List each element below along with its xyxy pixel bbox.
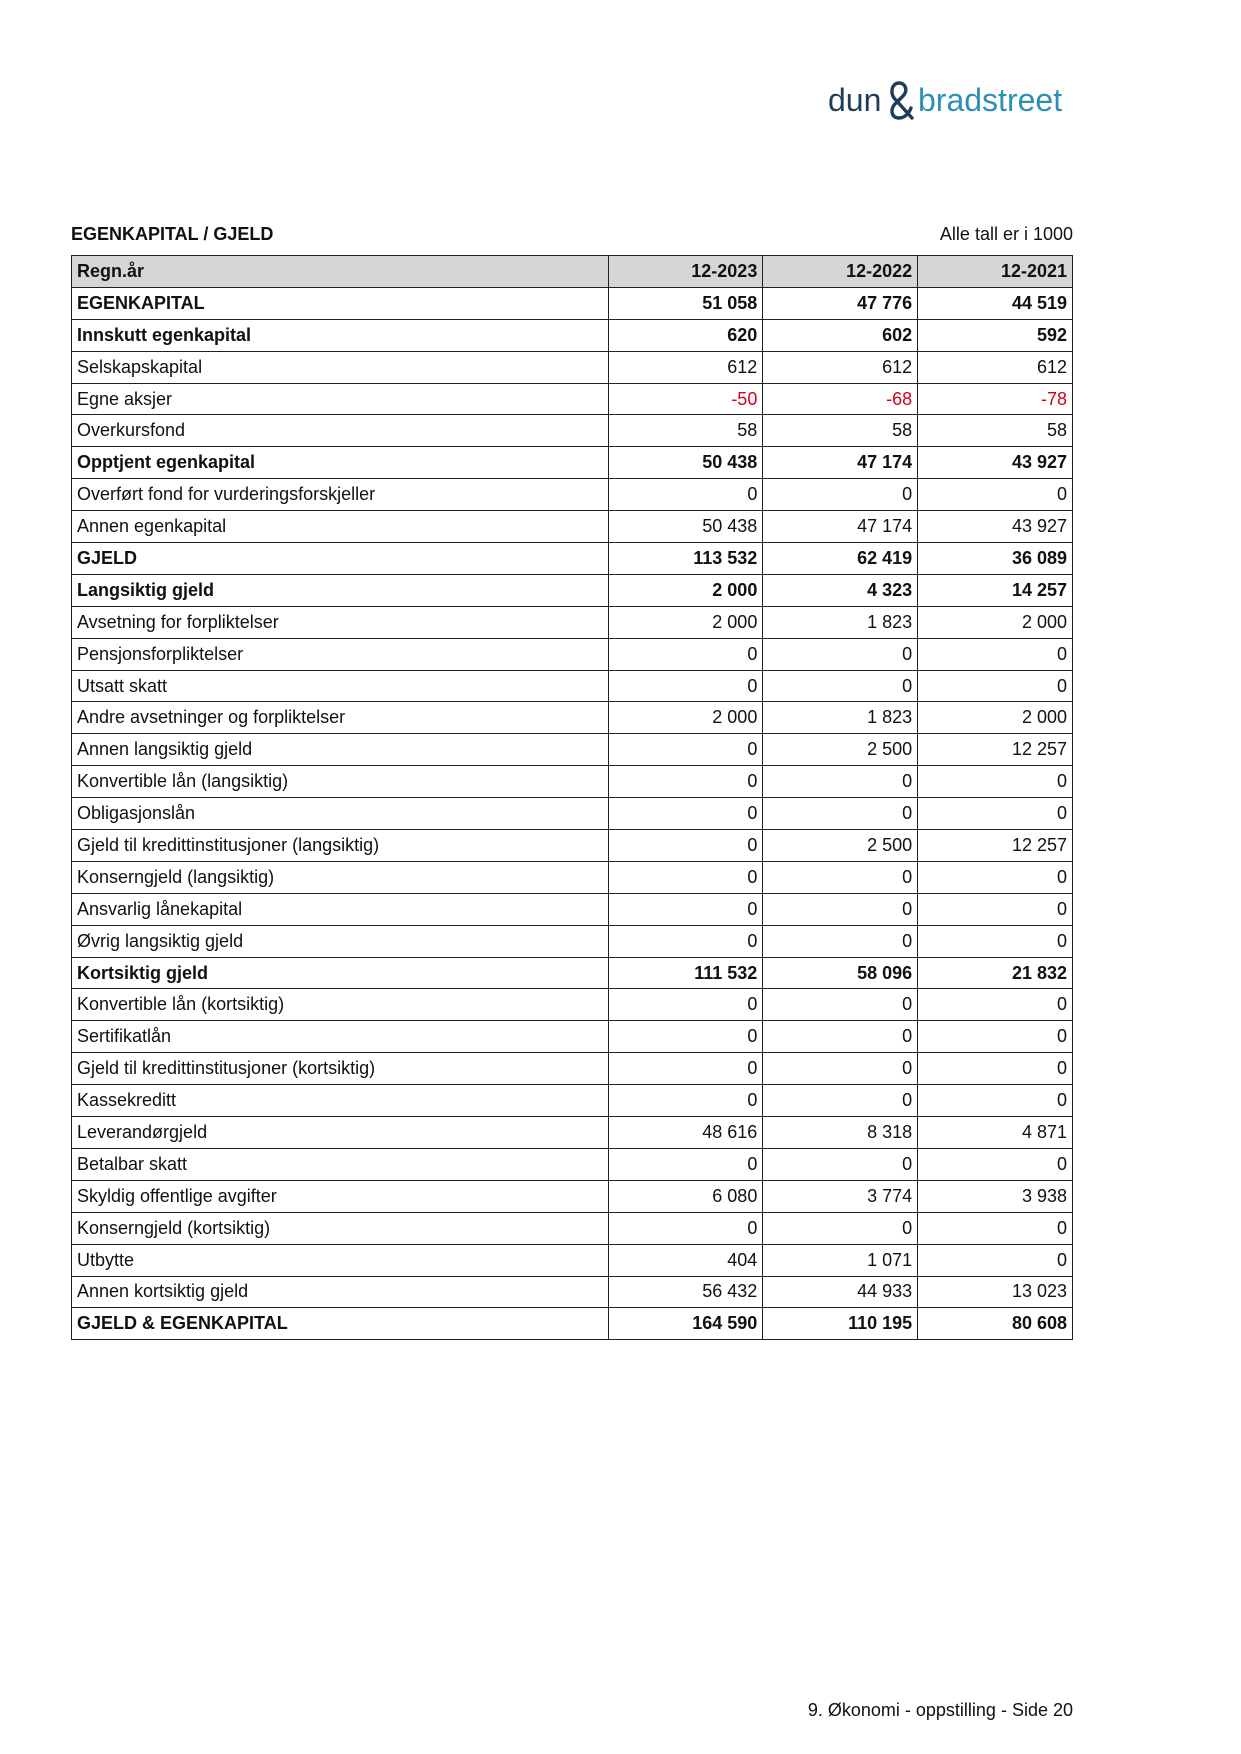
row-value: 0 xyxy=(608,1053,763,1085)
row-value: 0 xyxy=(763,1053,918,1085)
row-label: Gjeld til kredittinstitusjoner (langsiktig) xyxy=(72,830,609,862)
table-row xyxy=(72,1276,1073,1308)
table-row xyxy=(72,1244,1073,1276)
row-value: 404 xyxy=(608,1244,763,1276)
table-body xyxy=(72,287,1073,1339)
row-value: 0 xyxy=(608,1085,763,1117)
row-label: Andre avsetninger og forpliktelser xyxy=(72,702,609,734)
table-row xyxy=(72,1021,1073,1053)
row-value: 0 xyxy=(608,766,763,798)
row-label: Annen kortsiktig gjeld xyxy=(72,1276,609,1308)
table-row xyxy=(72,479,1073,511)
row-value: 1 823 xyxy=(763,606,918,638)
table-row xyxy=(72,1085,1073,1117)
row-label: EGENKAPITAL xyxy=(72,287,609,319)
row-label: GJELD & EGENKAPITAL xyxy=(72,1308,609,1340)
ampersand-icon xyxy=(892,83,912,118)
row-value: 3 938 xyxy=(918,1180,1073,1212)
row-value: 0 xyxy=(918,1244,1073,1276)
row-value: 43 927 xyxy=(918,447,1073,479)
row-label: Gjeld til kredittinstitusjoner (kortsiktig) xyxy=(72,1053,609,1085)
row-value: 62 419 xyxy=(763,543,918,575)
row-label: Overkursfond xyxy=(72,415,609,447)
row-value: 2 000 xyxy=(608,574,763,606)
logo-graphic xyxy=(828,78,1073,124)
row-value: 0 xyxy=(918,893,1073,925)
table-row xyxy=(72,415,1073,447)
table-row xyxy=(72,1053,1073,1085)
row-value: 0 xyxy=(608,1021,763,1053)
row-value: 58 xyxy=(763,415,918,447)
row-value: 612 xyxy=(763,351,918,383)
header-year: 12-2022 xyxy=(763,256,918,288)
row-value: 36 089 xyxy=(918,543,1073,575)
section-title: EGENKAPITAL / GJELD xyxy=(71,224,274,244)
row-value: 0 xyxy=(763,1021,918,1053)
header-year: 12-2021 xyxy=(918,256,1073,288)
row-value: 1 823 xyxy=(763,702,918,734)
row-value: 1 071 xyxy=(763,1244,918,1276)
header-label: Regn.år xyxy=(72,256,609,288)
page-footer: 9. Økonomi - oppstilling - Side 20 xyxy=(807,1700,1073,1720)
row-label: Opptjent egenkapital xyxy=(72,447,609,479)
row-value: 113 532 xyxy=(608,543,763,575)
unit-note: Alle tall er i 1000 xyxy=(939,224,1073,244)
row-value: 2 000 xyxy=(608,606,763,638)
logo-text-dun: dun xyxy=(828,82,882,118)
row-value: 6 080 xyxy=(608,1180,763,1212)
row-label: Konvertible lån (kortsiktig) xyxy=(72,989,609,1021)
row-value: 0 xyxy=(763,1085,918,1117)
row-label: Pensjonsforpliktelser xyxy=(72,638,609,670)
row-label: Overført fond for vurderingsforskjeller xyxy=(72,479,609,511)
row-value: 0 xyxy=(763,670,918,702)
row-value: 0 xyxy=(608,670,763,702)
row-label: Leverandørgjeld xyxy=(72,1117,609,1149)
row-label: Kortsiktig gjeld xyxy=(72,957,609,989)
row-value: 47 174 xyxy=(763,447,918,479)
row-label: Ansvarlig lånekapital xyxy=(72,893,609,925)
table-row xyxy=(72,287,1073,319)
row-value: 111 532 xyxy=(608,957,763,989)
row-label: Langsiktig gjeld xyxy=(72,574,609,606)
row-label: Annen egenkapital xyxy=(72,511,609,543)
row-value: 4 871 xyxy=(918,1117,1073,1149)
table-row xyxy=(72,638,1073,670)
table-row xyxy=(72,861,1073,893)
row-label: Konserngjeld (kortsiktig) xyxy=(72,1212,609,1244)
row-value: 47 174 xyxy=(763,511,918,543)
table-row xyxy=(72,670,1073,702)
row-value: 0 xyxy=(918,989,1073,1021)
balance-sheet-table xyxy=(71,255,1073,1340)
table-row xyxy=(72,925,1073,957)
row-value: 50 438 xyxy=(608,447,763,479)
row-value: 58 096 xyxy=(763,957,918,989)
row-value: 0 xyxy=(918,1053,1073,1085)
row-value: 0 xyxy=(763,798,918,830)
table-row xyxy=(72,383,1073,415)
row-value: 0 xyxy=(918,1212,1073,1244)
row-value: 0 xyxy=(763,925,918,957)
row-value: 0 xyxy=(608,830,763,862)
row-value: 620 xyxy=(608,319,763,351)
row-value: 2 000 xyxy=(918,702,1073,734)
row-label: Skyldig offentlige avgifter xyxy=(72,1180,609,1212)
row-label: Avsetning for forpliktelser xyxy=(72,606,609,638)
table-row xyxy=(72,957,1073,989)
row-label: Utsatt skatt xyxy=(72,670,609,702)
row-value: 3 774 xyxy=(763,1180,918,1212)
row-value: 0 xyxy=(763,861,918,893)
row-value: 612 xyxy=(918,351,1073,383)
row-value: 51 058 xyxy=(608,287,763,319)
row-value: 0 xyxy=(608,989,763,1021)
row-label: Annen langsiktig gjeld xyxy=(72,734,609,766)
table-row xyxy=(72,1212,1073,1244)
row-value: 0 xyxy=(918,925,1073,957)
row-label: Obligasjonslån xyxy=(72,798,609,830)
row-value: 0 xyxy=(608,1148,763,1180)
row-value: 21 832 xyxy=(918,957,1073,989)
row-value: 4 323 xyxy=(763,574,918,606)
table-row xyxy=(72,893,1073,925)
row-value: 0 xyxy=(763,893,918,925)
row-value: 44 933 xyxy=(763,1276,918,1308)
row-value: 0 xyxy=(608,893,763,925)
row-value: 602 xyxy=(763,319,918,351)
row-label: Kassekreditt xyxy=(72,1085,609,1117)
row-value: 0 xyxy=(608,1212,763,1244)
table-header-row xyxy=(72,256,1073,288)
row-value: -50 xyxy=(608,383,763,415)
row-value: 0 xyxy=(608,798,763,830)
row-label: GJELD xyxy=(72,543,609,575)
row-value: 0 xyxy=(608,925,763,957)
row-value: 0 xyxy=(918,1021,1073,1053)
row-value: -68 xyxy=(763,383,918,415)
table-row xyxy=(72,606,1073,638)
row-value: 58 xyxy=(918,415,1073,447)
table-row xyxy=(72,702,1073,734)
row-value: 13 023 xyxy=(918,1276,1073,1308)
row-value: -78 xyxy=(918,383,1073,415)
row-value: 80 608 xyxy=(918,1308,1073,1340)
row-value: 0 xyxy=(918,479,1073,511)
row-value: 592 xyxy=(918,319,1073,351)
row-value: 8 318 xyxy=(763,1117,918,1149)
row-value: 2 500 xyxy=(763,830,918,862)
row-label: Sertifikatlån xyxy=(72,1021,609,1053)
row-value: 2 000 xyxy=(918,606,1073,638)
row-value: 2 500 xyxy=(763,734,918,766)
row-value: 0 xyxy=(918,670,1073,702)
row-value: 0 xyxy=(763,479,918,511)
row-value: 0 xyxy=(608,638,763,670)
table-row xyxy=(72,1117,1073,1149)
row-label: Øvrig langsiktig gjeld xyxy=(72,925,609,957)
row-value: 110 195 xyxy=(763,1308,918,1340)
row-value: 0 xyxy=(763,1148,918,1180)
row-value: 0 xyxy=(763,1212,918,1244)
table-row xyxy=(72,1308,1073,1340)
table-row xyxy=(72,734,1073,766)
row-label: Selskapskapital xyxy=(72,351,609,383)
row-value: 0 xyxy=(918,638,1073,670)
row-value: 50 438 xyxy=(608,511,763,543)
row-value: 48 616 xyxy=(608,1117,763,1149)
table-row xyxy=(72,447,1073,479)
table-row xyxy=(72,319,1073,351)
table-row xyxy=(72,574,1073,606)
row-label: Innskutt egenkapital xyxy=(72,319,609,351)
row-value: 164 590 xyxy=(608,1308,763,1340)
row-label: Utbytte xyxy=(72,1244,609,1276)
row-label: Konserngjeld (langsiktig) xyxy=(72,861,609,893)
row-value: 0 xyxy=(918,861,1073,893)
row-value: 2 000 xyxy=(608,702,763,734)
row-value: 12 257 xyxy=(918,830,1073,862)
table-row xyxy=(72,989,1073,1021)
row-value: 56 432 xyxy=(608,1276,763,1308)
header-year: 12-2023 xyxy=(608,256,763,288)
row-value: 14 257 xyxy=(918,574,1073,606)
table-row xyxy=(72,798,1073,830)
row-value: 12 257 xyxy=(918,734,1073,766)
row-value: 47 776 xyxy=(763,287,918,319)
row-value: 0 xyxy=(608,734,763,766)
row-label: Betalbar skatt xyxy=(72,1148,609,1180)
table-row xyxy=(72,766,1073,798)
dun-bradstreet-logo xyxy=(828,78,1073,124)
row-value: 44 519 xyxy=(918,287,1073,319)
table-row xyxy=(72,543,1073,575)
table-row xyxy=(72,1148,1073,1180)
row-value: 0 xyxy=(918,1085,1073,1117)
row-value: 0 xyxy=(763,989,918,1021)
table-row xyxy=(72,511,1073,543)
row-value: 43 927 xyxy=(918,511,1073,543)
row-label: Konvertible lån (langsiktig) xyxy=(72,766,609,798)
row-value: 0 xyxy=(918,1148,1073,1180)
row-value: 0 xyxy=(918,766,1073,798)
table-row xyxy=(72,1180,1073,1212)
row-value: 0 xyxy=(763,638,918,670)
row-value: 0 xyxy=(608,479,763,511)
table-row xyxy=(72,830,1073,862)
row-value: 58 xyxy=(608,415,763,447)
row-label: Egne aksjer xyxy=(72,383,609,415)
table-row xyxy=(72,351,1073,383)
row-value: 612 xyxy=(608,351,763,383)
row-value: 0 xyxy=(763,766,918,798)
logo-text-bradstreet: bradstreet xyxy=(918,82,1063,118)
row-value: 0 xyxy=(608,861,763,893)
row-value: 0 xyxy=(918,798,1073,830)
